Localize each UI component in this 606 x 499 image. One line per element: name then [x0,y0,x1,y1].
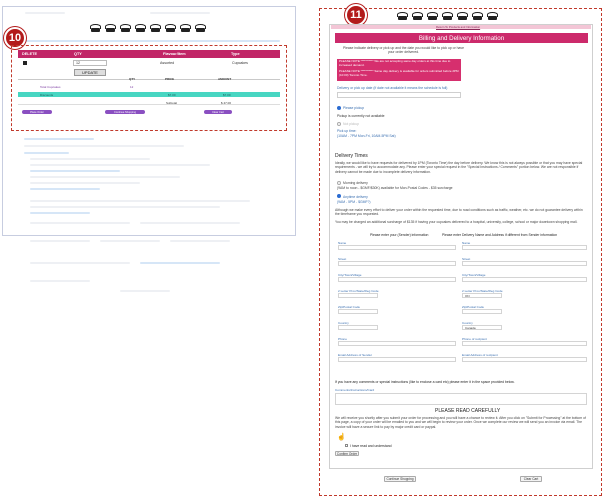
notice-1: PLEASE NOTE *********** We are not accepting same day orders at this time due to increased demand. [339,59,451,67]
sender-heading: Please enter your (Sender) information [370,233,429,237]
agree-checkbox[interactable] [345,444,348,447]
clear-cart-bottom-button[interactable]: Clear Cart [520,476,542,482]
return-to-products-link[interactable]: Return To Products and Information [436,25,481,29]
date-hint: Delivery or pick up date (if date not available it means the schedule is full) [337,86,448,90]
comments-prompt: If you have any comments or special instructions (like to enclose a card etc) please enter it in the space provided below. [335,380,515,384]
anytime-delivery-label: Anytime delivery [343,195,368,199]
pickup-note: Pickup is currently not available [337,114,385,118]
subtotal-header-row [18,79,280,82]
pickup-option-label: Please pickup [343,106,365,110]
sender-street-input[interactable] [338,261,456,266]
col-flavour: Flavour/Item [163,52,186,56]
recipient-city-label: City/Town/Village [462,273,486,277]
morning-delivery-radio[interactable] [337,181,341,185]
subtotal-amount-label: AMOUNT [218,77,232,81]
morning-delivery-label: Morning delivery [343,181,368,185]
col-type: Type [231,52,240,56]
date-input[interactable] [337,92,461,98]
recipient-city-input[interactable] [462,277,587,282]
anytime-delivery-radio[interactable] [337,194,341,198]
anytime-delivery-detail: (9AM - 5PM - $GMF?) [337,200,371,204]
cart-header-row [18,50,280,58]
continue-shopping-button[interactable]: Continue Shopping [105,110,145,114]
subtotal-value: $ 47.00 [221,101,232,105]
recipient-province-input[interactable]: ON [462,293,502,298]
line-discounts-row [18,92,280,97]
sender-name-label: Name [338,241,347,245]
recipient-country-label: Country [462,321,473,325]
subtotal-qty-label: QTY [129,77,136,81]
sender-province-label: 2 Letter Prov/State/Reg Code [338,289,379,293]
sender-zip-label: Zip/Postal Code [338,305,361,309]
sender-zip-input[interactable] [338,309,378,314]
sender-country-label: Country [338,321,349,325]
delivery-paragraph: Ideally, we would like to have requests for delivered by 1PM (Toronto Time) the day before delivery. We know this is not always possible or that you may have special requirements - we will try to accommodate any. Please enter your special request in the "Special Instructions / Comments" portion below. We are not responsible if delivery cannot be made due to incomplete delivery information. [335,161,583,174]
cursor-icon: ☝ [337,434,346,441]
recipient-email-label: Email Address of recipient [462,353,498,357]
notice-2: PLEASE NOTE *********** Same day delivery is available for orders submitted before 2PM (10:00) Toronto Time. [339,68,459,77]
step-badge-10: 10 [4,27,26,49]
sender-street-label: Street [338,257,347,261]
morning-delivery-detail: (9AM to noon - $GMF/$30K) available for Mon-Postal Codes - $35 surcharge [337,186,453,190]
right-cake-logo-row [397,12,498,20]
continue-shopping-bottom-button[interactable]: Continue Shopping [384,476,416,482]
comments-textarea[interactable] [335,393,587,405]
recipient-street-input[interactable] [462,261,587,266]
billing-title: Billing and Delivery Information [418,34,505,42]
recipient-zip-input[interactable] [462,309,502,314]
billing-title-bar [335,33,588,43]
although-paragraph: Although we make every effort to deliver your order within the requested time, due to road conditions such as traffic, weather, etc. we do not guarantee delivery within the timeframe you requested. [335,208,583,217]
clear-cart-button[interactable]: Clear Cart [204,110,232,114]
sender-city-input[interactable] [338,277,456,282]
line-price: $7.00 [168,93,176,97]
recipient-name-label: Name [462,241,471,245]
surcharge-paragraph: You may be charged an additional surcharge of $135 if having your cupcakes delivered to a hospital, university, college, school or major downtown shopping mall. [335,220,578,224]
sender-country-select[interactable] [338,325,378,330]
read-carefully-paragraph: We will receive you shortly after you submit your order for processing and you will have a chance to review it. After you click on "Submit for Processing" at the bottom of this page, a copy of your order will be emailed to you and we will begin to review your order. Once we complete our review we will send you an invoice via email. The invoice will have a secure link to pay by major credit card or paypal. [335,416,586,429]
notice-box [337,59,461,81]
row-type: Cupcakes [232,61,248,65]
sender-email-label: Email Address of Sender [338,353,373,357]
place-order-button[interactable]: Place Order [22,110,52,114]
read-carefully-heading: PLEASE READ CAREFULLY [435,408,501,414]
subtotal-price-label: PRICE [165,77,175,81]
qty-input[interactable]: 12 [73,60,107,66]
recipient-zip-label: Zip/Postal Code [462,305,485,309]
recipient-phone-label: Phone of recipient [462,337,487,341]
subtotal-row [18,100,280,105]
pickup-time-detail: (10AM - 7PM Mon-Fri, 10AM-5PM Sat) [337,134,396,138]
pickup-time-label: Pick up time: [337,129,357,133]
sender-province-input[interactable] [338,293,378,298]
recipient-street-label: Street [462,257,471,261]
line-amount: $7.00 [223,93,231,97]
delivery-times-heading: Delivery Times [335,153,368,159]
col-delete: DELETE [22,52,37,56]
recipient-phone-input[interactable] [462,341,587,346]
not-pickup-radio[interactable] [337,122,341,126]
update-button[interactable]: UPDATE [74,69,106,76]
recipient-country-select[interactable]: Canada [462,325,502,330]
step-badge-11: 11 [345,4,367,26]
recipient-province-label: 2 Letter Prov/State/Reg Code [462,289,503,293]
sender-phone-label: Phone [338,337,347,341]
agree-label: I have read and understand [350,444,392,448]
line-qty: 12 [130,85,134,89]
col-qty: QTY [74,52,82,56]
recipient-email-input[interactable] [462,357,587,362]
left-cake-logo-row [90,24,206,32]
line-label: Discounts [40,93,54,97]
sender-email-input[interactable] [338,357,456,362]
delete-checkbox[interactable] [23,61,27,65]
sender-name-input[interactable] [338,245,456,250]
billing-intro: Please indicate delivery or pick up and the date you would like to pick up or have your order delivered. [342,46,464,55]
not-pickup-label: Not pickup [343,122,360,126]
recipient-name-input[interactable] [462,245,587,250]
line-total-cupcakes-row [18,84,280,89]
comments-label: Comments/Instructions/Card [335,388,375,392]
confirm-order-button[interactable]: Confirm Order [336,451,358,456]
line-label: Total Cupcakes [40,85,61,89]
sender-phone-input[interactable] [338,341,456,346]
pickup-radio[interactable] [337,106,341,110]
recipient-heading: Please enter Delivery Name and Address if different from Sender information [442,233,558,237]
subtotal-label: Subtotal [166,101,178,105]
row-flavour: Assorted [160,61,175,65]
sender-city-label: City/Town/Village [338,273,362,277]
